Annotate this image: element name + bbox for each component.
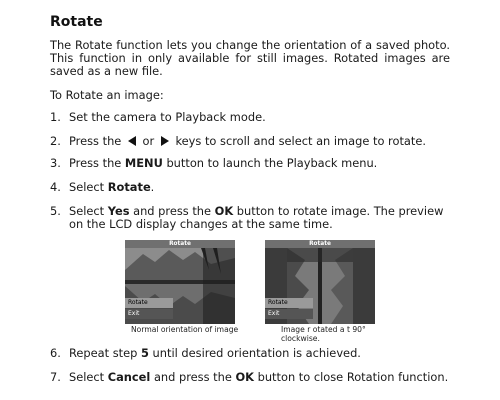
caption-rotated: Image r otated a t 90° clockwise. bbox=[281, 325, 366, 343]
step-reference: 5 bbox=[140, 346, 149, 360]
step-text: Select Rotate. bbox=[69, 180, 155, 194]
menu-item-rotate: Rotate bbox=[125, 298, 173, 308]
step-number: 2. bbox=[50, 134, 61, 148]
step-text: Select Yes and press the OK button to rotate image. The preview on the LCD display changes at the same time. bbox=[69, 204, 444, 231]
step-text: Select Cancel and press the OK button to close Rotation function. bbox=[69, 370, 449, 384]
step-text: Press the MENU button to launch the Playback menu. bbox=[69, 156, 378, 170]
right-arrow-key-icon bbox=[161, 136, 169, 146]
menu-item-exit: Exit bbox=[125, 309, 173, 319]
screen-title-bar: Rotate bbox=[265, 240, 375, 248]
ok-button-label: OK bbox=[235, 370, 254, 384]
step-number: 1. bbox=[50, 110, 61, 124]
step-text: Press the or keys to scroll and select an image to rotate. bbox=[69, 134, 426, 148]
left-arrow-key-icon bbox=[128, 136, 136, 146]
caption-normal: Normal orientation of image bbox=[131, 325, 239, 334]
menu-item-rotate: Rotate bbox=[265, 298, 313, 308]
step-number: 5. bbox=[50, 204, 61, 218]
cancel-option-label: Cancel bbox=[107, 370, 151, 384]
step-number: 3. bbox=[50, 156, 61, 170]
step-number: 6. bbox=[50, 346, 61, 360]
instructions-heading: To Rotate an image: bbox=[50, 88, 164, 102]
lcd-preview-normal bbox=[125, 240, 235, 324]
screen-title-bar: Rotate bbox=[125, 240, 235, 248]
step-number: 7. bbox=[50, 370, 61, 384]
intro-paragraph: The Rotate function lets you change the orientation of a saved photo. This function in only available for still images. Rotated images are saved as a new file. bbox=[50, 38, 450, 78]
menu-button-label: MENU bbox=[124, 156, 163, 170]
lcd-preview-rotated bbox=[265, 240, 375, 324]
section-title: Rotate bbox=[50, 14, 103, 30]
step-text: Repeat step 5 until desired orientation is achieved. bbox=[69, 346, 361, 360]
rotate-option-label: Rotate bbox=[107, 180, 151, 194]
step-number: 4. bbox=[50, 180, 61, 194]
ok-button-label: OK bbox=[214, 204, 234, 218]
yes-option-label: Yes bbox=[107, 204, 130, 218]
menu-item-exit: Exit bbox=[265, 309, 313, 319]
step-text: Set the camera to Playback mode. bbox=[69, 110, 266, 124]
